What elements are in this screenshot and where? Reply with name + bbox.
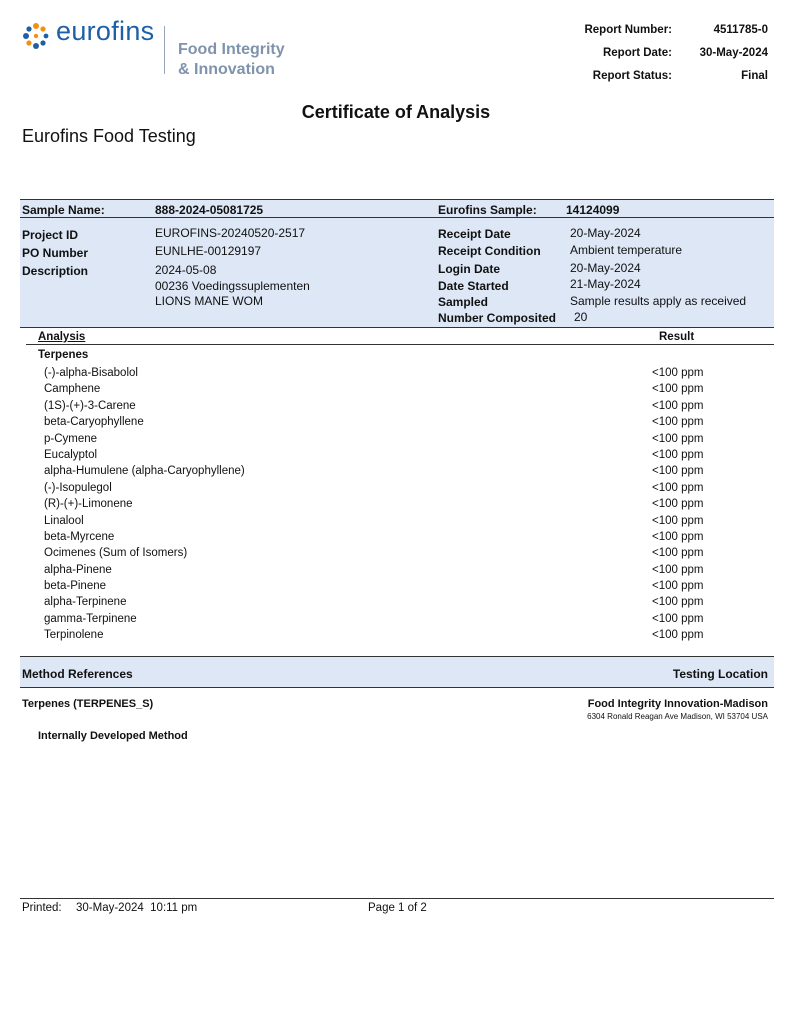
analyte-name: p-Cymene bbox=[44, 432, 98, 445]
printed-label: Printed: bbox=[22, 902, 62, 914]
brand-subtitle bbox=[178, 40, 285, 80]
analyte-name: Linalool bbox=[44, 514, 84, 527]
brand-subtitle-line1: Food Integrity bbox=[178, 41, 285, 58]
analyte-name: Eucalyptol bbox=[44, 448, 98, 461]
analysis-header-rule bbox=[26, 344, 774, 345]
sampled: Sample results apply as received bbox=[570, 294, 747, 308]
table-row bbox=[44, 367, 724, 383]
sampled-label: Sampled bbox=[438, 295, 489, 309]
analyte-name: (R)-(+)-Limonene bbox=[44, 498, 133, 511]
analyte-result: <100 ppm bbox=[652, 367, 704, 379]
table-row bbox=[44, 531, 724, 547]
eurofins-sample: 14124099 bbox=[566, 203, 620, 217]
analyte-name: Camphene bbox=[44, 383, 101, 396]
analyte-name: Terpinolene bbox=[44, 629, 104, 642]
analyte-name: gamma-Terpinene bbox=[44, 612, 137, 625]
number-composited: 20 bbox=[574, 310, 588, 324]
table-row bbox=[44, 580, 724, 596]
po-number-label: PO Number bbox=[22, 246, 89, 260]
analyte-result: <100 ppm bbox=[652, 580, 704, 593]
analyte-result: <100 ppm bbox=[652, 383, 704, 396]
number-composited-label: Number Composited bbox=[438, 311, 557, 325]
login-date: 20-May-2024 bbox=[570, 261, 641, 275]
table-row bbox=[44, 416, 724, 432]
table-row bbox=[44, 515, 724, 531]
table-row bbox=[44, 564, 724, 580]
receipt-date-label: Receipt Date bbox=[438, 227, 511, 241]
analyte-result: <100 ppm bbox=[652, 530, 704, 543]
table-row bbox=[44, 547, 724, 563]
table-row bbox=[44, 433, 724, 449]
analyte-name: beta-Myrcene bbox=[44, 530, 115, 543]
analyte-result: <100 ppm bbox=[652, 481, 704, 494]
result-column-header: Result bbox=[659, 331, 695, 343]
analyte-result: <100 ppm bbox=[652, 514, 704, 527]
analyte-result: <100 ppm bbox=[652, 448, 704, 461]
analyte-result: <100 ppm bbox=[652, 563, 704, 576]
receipt-condition: Ambient temperature bbox=[570, 243, 683, 257]
date-started-label: Date Started bbox=[438, 279, 509, 293]
analyte-result: <100 ppm bbox=[652, 612, 704, 625]
analyte-result: <100 ppm bbox=[652, 498, 704, 511]
analysis-column-header: Analysis bbox=[38, 331, 86, 343]
analyte-name: (-)-alpha-Bisabolol bbox=[44, 367, 138, 379]
report-date: 30-May-2024 bbox=[699, 47, 768, 59]
sample-name: 888-2024-05081725 bbox=[155, 203, 264, 217]
report-status: Final bbox=[741, 70, 768, 82]
analysis-group-title: Terpenes bbox=[38, 349, 89, 361]
sample-info-panel bbox=[20, 199, 774, 328]
project-id-label: Project ID bbox=[22, 228, 79, 242]
method-references-bar bbox=[20, 656, 774, 688]
analyte-name: beta-Caryophyllene bbox=[44, 416, 144, 429]
analyte-result: <100 ppm bbox=[652, 399, 704, 412]
sample-headline-row bbox=[20, 200, 774, 218]
method-references-header: Method References bbox=[22, 667, 133, 681]
analyte-result: <100 ppm bbox=[652, 432, 704, 445]
report-number: 4511785-0 bbox=[713, 24, 768, 36]
table-row bbox=[44, 613, 724, 629]
table-row bbox=[44, 498, 724, 514]
testing-location-address: 6304 Ronald Reagan Ave Madison, WI 53704 USA bbox=[587, 712, 768, 721]
description-line-3: LIONS MANE WOM bbox=[155, 294, 264, 308]
printed-value: 30-May-2024 10:11 pm bbox=[76, 902, 198, 914]
footer-rule bbox=[20, 898, 774, 899]
analyte-name: beta-Pinene bbox=[44, 580, 107, 593]
sample-name-label: Sample Name: bbox=[22, 203, 105, 217]
eurofins-logo-dots-icon bbox=[22, 22, 50, 50]
testing-location-header: Testing Location bbox=[672, 667, 768, 681]
analyte-name: alpha-Humulene (alpha-Caryophyllene) bbox=[44, 465, 245, 478]
date-started: 21-May-2024 bbox=[570, 277, 641, 291]
brand-subtitle-line2: & Innovation bbox=[178, 61, 275, 78]
testing-location-name: Food Integrity Innovation-Madison bbox=[587, 698, 768, 710]
table-row bbox=[44, 465, 724, 481]
project-id: EUROFINS-20240520-2517 bbox=[155, 226, 306, 240]
logo-divider bbox=[164, 26, 165, 74]
analysis-rows bbox=[44, 367, 724, 646]
analyte-result: <100 ppm bbox=[652, 465, 704, 478]
table-row bbox=[44, 400, 724, 416]
analyte-result: <100 ppm bbox=[652, 629, 704, 642]
description-label: Description bbox=[22, 264, 89, 278]
method-note: Internally Developed Method bbox=[38, 730, 188, 742]
analyte-name: alpha-Terpinene bbox=[44, 596, 127, 609]
table-row bbox=[44, 629, 724, 645]
receipt-date: 20-May-2024 bbox=[570, 226, 641, 240]
login-date-label: Login Date bbox=[438, 262, 500, 276]
method-name: Terpenes (TERPENES_S) bbox=[22, 698, 154, 710]
analyte-name: (1S)-(+)-3-Carene bbox=[44, 399, 136, 412]
po-number: EUNLHE-00129197 bbox=[155, 244, 262, 258]
receipt-condition-label: Receipt Condition bbox=[438, 244, 541, 258]
analyte-result: <100 ppm bbox=[652, 596, 704, 609]
report-number-label: Report Number: bbox=[584, 24, 672, 36]
analyte-name: alpha-Pinene bbox=[44, 563, 112, 576]
lab-name: Eurofins Food Testing bbox=[22, 126, 196, 146]
page-number: Page 1 of 2 bbox=[368, 902, 427, 914]
description-line-2: 00236 Voedingssuplementen bbox=[155, 279, 310, 293]
report-status-label: Report Status: bbox=[592, 70, 672, 82]
table-row bbox=[44, 596, 724, 612]
brand-name: eurofins bbox=[56, 16, 155, 46]
analyte-result: <100 ppm bbox=[652, 547, 704, 560]
page-title: Certificate of Analysis bbox=[301, 102, 491, 122]
report-date-label: Report Date: bbox=[602, 47, 672, 59]
description-line-1: 2024-05-08 bbox=[155, 263, 217, 277]
analyte-name: Ocimenes (Sum of Isomers) bbox=[44, 547, 188, 560]
analyte-name: (-)-Isopulegol bbox=[44, 481, 112, 494]
analyte-result: <100 ppm bbox=[652, 416, 704, 429]
table-row bbox=[44, 383, 724, 399]
table-row bbox=[44, 482, 724, 498]
table-row bbox=[44, 449, 724, 465]
eurofins-sample-label: Eurofins Sample: bbox=[438, 203, 537, 217]
